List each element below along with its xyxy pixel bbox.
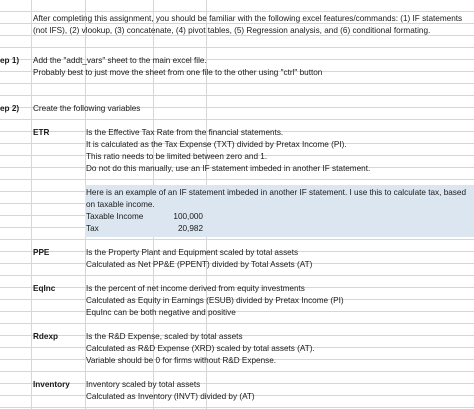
sheet-row (0, 36, 474, 48)
step-1-label[interactable]: ep 1) (0, 56, 20, 65)
variable-desc[interactable]: Calculated as Inventory (INVT) divided by (AT) (86, 392, 255, 401)
variable-desc[interactable]: Variable should be 0 for firms without R&D Expense. (86, 356, 277, 365)
variable-name-ppe[interactable]: PPE (33, 248, 50, 257)
variable-desc[interactable]: It is calculated as the Tax Expense (TXT) divided by Pretax Income (PI). (86, 140, 347, 149)
variable-desc[interactable]: Calculated as Net PP&E (PPENT) divided by Total Assets (AT) (86, 260, 313, 269)
variable-desc[interactable]: Is the R&D Expense, scaled by total assets (86, 332, 243, 341)
step-1-line[interactable]: Add the "addt_vars" sheet to the main excel file. (33, 56, 207, 65)
sheet-row (0, 312, 474, 324)
example-line[interactable]: on taxable income. (86, 200, 155, 209)
variable-desc[interactable]: Is the percent of net income derived from equity investments (86, 284, 305, 293)
example-row-label[interactable]: Tax (86, 224, 99, 233)
variable-name-etr[interactable]: ETR (33, 128, 50, 137)
step-2-line[interactable]: Create the following variables (33, 104, 141, 113)
variable-desc[interactable]: Is the Property Plant and Equipment scaled by total assets (86, 248, 299, 257)
variable-desc[interactable]: Calculated as R&D Expense (XRD) scaled by total assets (AT). (86, 344, 315, 353)
variable-desc[interactable]: EquInc can be both negative and positive (86, 308, 236, 317)
intro-line[interactable]: (not IFS), (2) vlookup, (3) concatenate, (4) pivot tables, (5) Regression analysis, and (6) conditional formating. (33, 26, 431, 35)
sheet-row (0, 372, 474, 384)
sheet-row (0, 84, 474, 96)
variable-name-inventory[interactable]: Inventory (33, 380, 70, 389)
example-row-value[interactable]: 20,982 (177, 224, 203, 233)
variable-name-eqinc[interactable]: EqInc (33, 284, 56, 293)
variable-desc[interactable]: This ratio needs to be limited between zero and 1. (86, 152, 268, 161)
variable-desc[interactable]: Inventory scaled by total assets (86, 380, 201, 389)
variable-desc[interactable]: Is the Effective Tax Rate from the financial statements. (86, 128, 284, 137)
example-row-label[interactable]: Taxable Income (86, 212, 144, 221)
sheet-row (0, 0, 474, 12)
intro-line[interactable]: After completing this assignment, you should be familiar with the following excel features/commands: (1) IF statements (33, 14, 463, 23)
example-line[interactable]: Here is an example of an IF statement imbeded in another IF statement. I use this to calculate tax, based (86, 188, 467, 197)
variable-desc[interactable]: Do not do this manually, use an IF statement imbeded in another IF statement. (86, 164, 371, 173)
variable-name-rdexp[interactable]: Rdexp (33, 332, 59, 341)
variable-desc[interactable]: Calculated as Equity in Earnings (ESUB) divided by Pretax Income (PI) (86, 296, 344, 305)
step-2-label[interactable]: ep 2) (0, 104, 20, 113)
step-1-line[interactable]: Probably best to just move the sheet from one file to the other using "ctrl" button (33, 68, 323, 77)
example-row-value[interactable]: 100,000 (173, 212, 203, 221)
